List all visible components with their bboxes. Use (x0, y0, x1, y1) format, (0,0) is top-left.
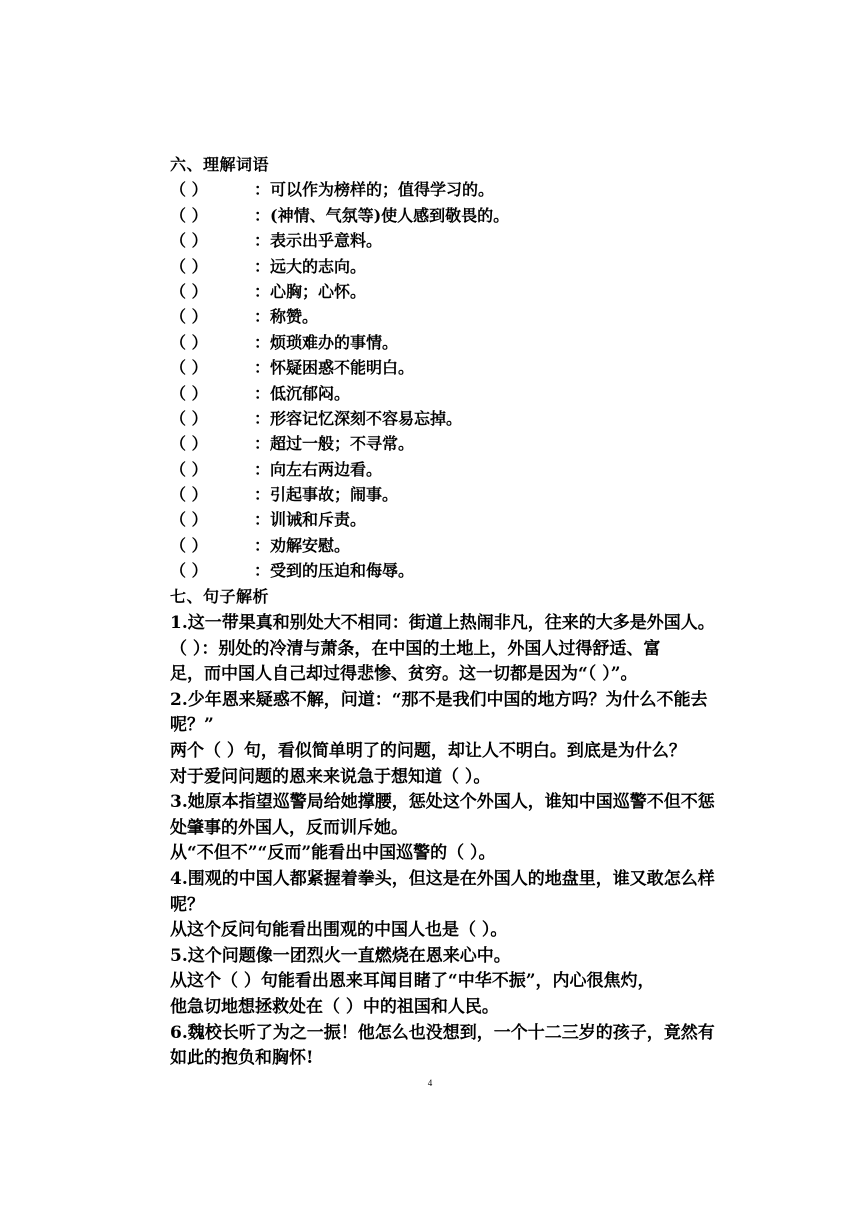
definition-text: ：可以作为榜样的；值得学习的。 (254, 180, 495, 200)
answer-blank[interactable]: （ ） (170, 180, 208, 200)
definition-text: ：远大的志向。 (254, 256, 367, 276)
sentence-line: 呢？” (170, 715, 214, 736)
sentence-line: 他急切地想拯救处在（ ）中的祖国和人民。 (170, 996, 499, 1017)
vocabulary-definition-row (170, 279, 810, 304)
vocabulary-definition-row (170, 406, 810, 431)
answer-blank[interactable]: （ ） (170, 535, 208, 555)
section-6-title: 六、理解词语 (170, 155, 270, 174)
vocabulary-definition-row (170, 355, 810, 380)
answer-blank[interactable]: （ ） (170, 256, 208, 276)
sentence-analysis-list (170, 611, 810, 1072)
sentence-line: 2.少年恩来疑惑不解，问道：“那不是我们中国的地方吗？为什么不能去 (170, 689, 708, 710)
answer-blank[interactable]: （ ） (170, 408, 208, 428)
definition-text: ：称赞。 (254, 307, 319, 327)
vocabulary-definition-row (170, 558, 810, 583)
section-7-title: 七、句子解析 (170, 586, 270, 606)
vocabulary-definition-row (170, 507, 810, 532)
sentence-line: 对于爱问问题的恩来来说急于想知道（ ）。 (170, 766, 491, 787)
answer-blank[interactable]: （ ） (170, 281, 208, 301)
definition-text: ：向左右两边看。 (254, 459, 383, 479)
definition-text: ：训诫和斥责。 (254, 510, 367, 530)
definition-text: ：表示出乎意料。 (254, 231, 383, 251)
vocabulary-definition-row (170, 177, 810, 202)
answer-blank[interactable]: （ ） (170, 485, 208, 505)
definition-text: ：受到的压迫和侮辱。 (254, 561, 415, 581)
vocabulary-definition-row (170, 254, 810, 279)
vocabulary-definition-row (170, 304, 810, 329)
answer-blank[interactable]: （ ） (170, 231, 208, 251)
definition-text: ：(神情、气氛等)使人感到敬畏的。 (254, 205, 510, 225)
sentence-line: 3.她原本指望巡警局给她撑腰，惩处这个外国人，谁知中国巡警不但不惩 (170, 792, 715, 813)
sentence-line: 6.魏校长听了为之一振！他怎么也没想到，一个十二三岁的孩子，竟然有 (170, 1022, 715, 1043)
answer-blank[interactable]: （ ） (170, 358, 208, 378)
sentence-line: 呢？ (170, 894, 204, 915)
sentence-line: 5.这个问题像一团烈火一直燃烧在恩来心中。 (170, 945, 511, 966)
worksheet-page (170, 152, 810, 1072)
definition-text: ：引起事故；闹事。 (254, 485, 399, 505)
answer-blank[interactable]: （ ） (170, 332, 208, 352)
vocabulary-definition-row (170, 203, 810, 228)
definition-text: ：低沉郁闷。 (254, 383, 351, 403)
answer-blank[interactable]: （ ） (170, 561, 208, 581)
sentence-line: （ ）：别处的冷清与萧条，在中国的土地上，外国人过得舒适、富 (170, 638, 661, 659)
definition-text: ：形容记忆深刻不容易忘掉。 (254, 408, 463, 428)
sentence-line: 足，而中国人自己却过得悲惨、贫穷。这一切都是因为“（ ）”。 (170, 664, 638, 685)
sentence-line: 处肇事的外国人，反而训斥她。 (170, 817, 408, 838)
vocabulary-definition-list (170, 177, 810, 583)
answer-blank[interactable]: （ ） (170, 459, 208, 479)
page-number: 4 (427, 1078, 433, 1088)
definition-text: ：劝解安慰。 (254, 535, 351, 555)
answer-blank[interactable]: （ ） (170, 434, 208, 454)
vocabulary-definition-row (170, 457, 810, 482)
sentence-line: 1.这一带果真和别处大不相同：街道上热闹非凡，往来的大多是外国人。 (170, 613, 715, 634)
vocabulary-definition-row (170, 381, 810, 406)
sentence-line: 从“不但不”“反而”能看出中国巡警的（ ）。 (170, 843, 496, 864)
sentence-line: 从这个反问句能看出围观的中国人也是（ ）。 (170, 920, 508, 941)
definition-text: ：超过一般；不寻常。 (254, 434, 415, 454)
sentence-line: 4.围观的中国人都紧握着拳头，但这是在外国人的地盘里，谁又敢怎么样 (170, 868, 715, 889)
sentence-line: 两个（ ）句，看似简单明了的问题，却让人不明白。到底是为什么？ (170, 741, 686, 761)
vocabulary-definition-row (170, 482, 810, 507)
definition-text: ：心胸；心怀。 (254, 281, 367, 301)
answer-blank[interactable]: （ ） (170, 510, 208, 530)
answer-blank[interactable]: （ ） (170, 205, 208, 225)
definition-text: ：烦琐难办的事情。 (254, 332, 399, 352)
vocabulary-definition-row (170, 533, 810, 558)
answer-blank[interactable]: （ ） (170, 383, 208, 403)
definition-text: ：怀疑困惑不能明白。 (254, 358, 415, 378)
answer-blank[interactable]: （ ） (170, 307, 208, 327)
vocabulary-definition-row (170, 330, 810, 355)
sentence-line: 从这个（ ）句能看出恩来耳闻目睹了“中华不振”，内心很焦灼， (170, 971, 655, 992)
vocabulary-definition-row (170, 431, 810, 456)
sentence-line: 如此的抱负和胸怀! (170, 1048, 314, 1069)
vocabulary-definition-row (170, 228, 810, 253)
